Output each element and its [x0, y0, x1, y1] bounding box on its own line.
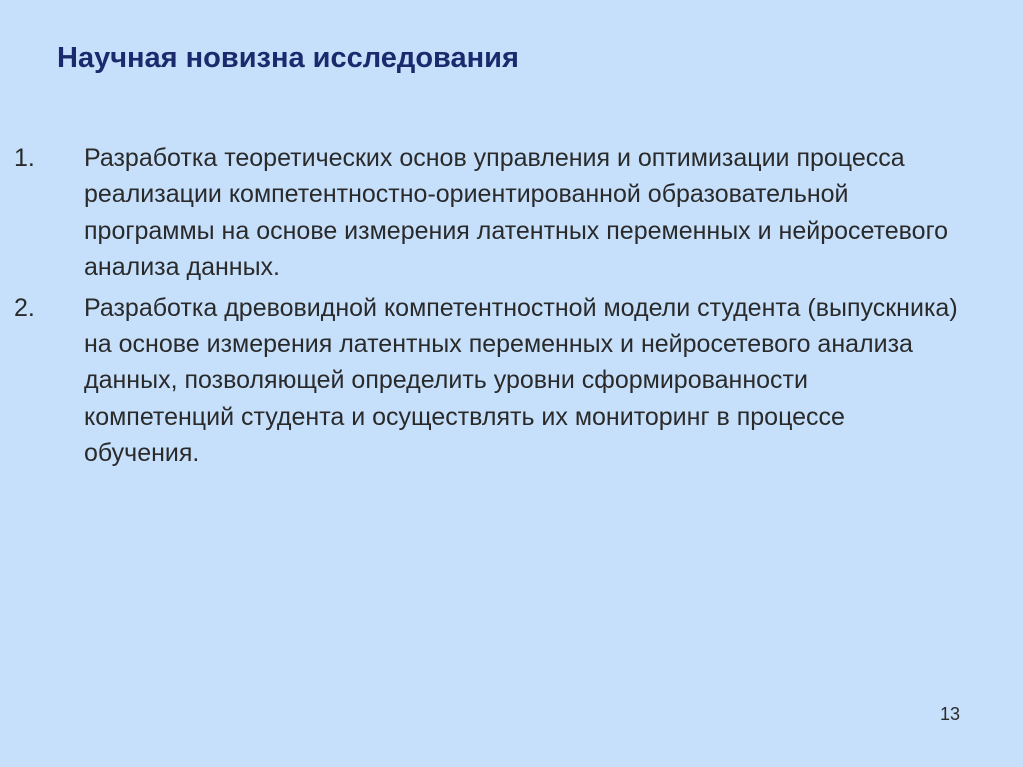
- slide-title: Научная новизна исследования: [57, 42, 519, 74]
- numbered-list: [0, 140, 1000, 476]
- list-item-text: Разработка древовидной компетентностной модели студента (выпускника) на основе измерения латентных переменных и нейросетевого анализа данных, позволяющей определить уровни сформированности компетенций студента и осуществлять их мониторинг в процессе обучения.: [84, 293, 958, 468]
- list-item: [0, 290, 1000, 472]
- page-number: 13: [939, 704, 961, 724]
- list-item-number: 1.: [14, 144, 35, 172]
- list-item-number: 2.: [14, 293, 35, 322]
- list-item-text: Разработка теоретических основ управления и оптимизации процесса реализации компетентностно-ориентированной образовательной программы на основе измерения латентных переменных и нейросетевого анализа данных.: [84, 144, 949, 282]
- list-item: [0, 140, 1000, 286]
